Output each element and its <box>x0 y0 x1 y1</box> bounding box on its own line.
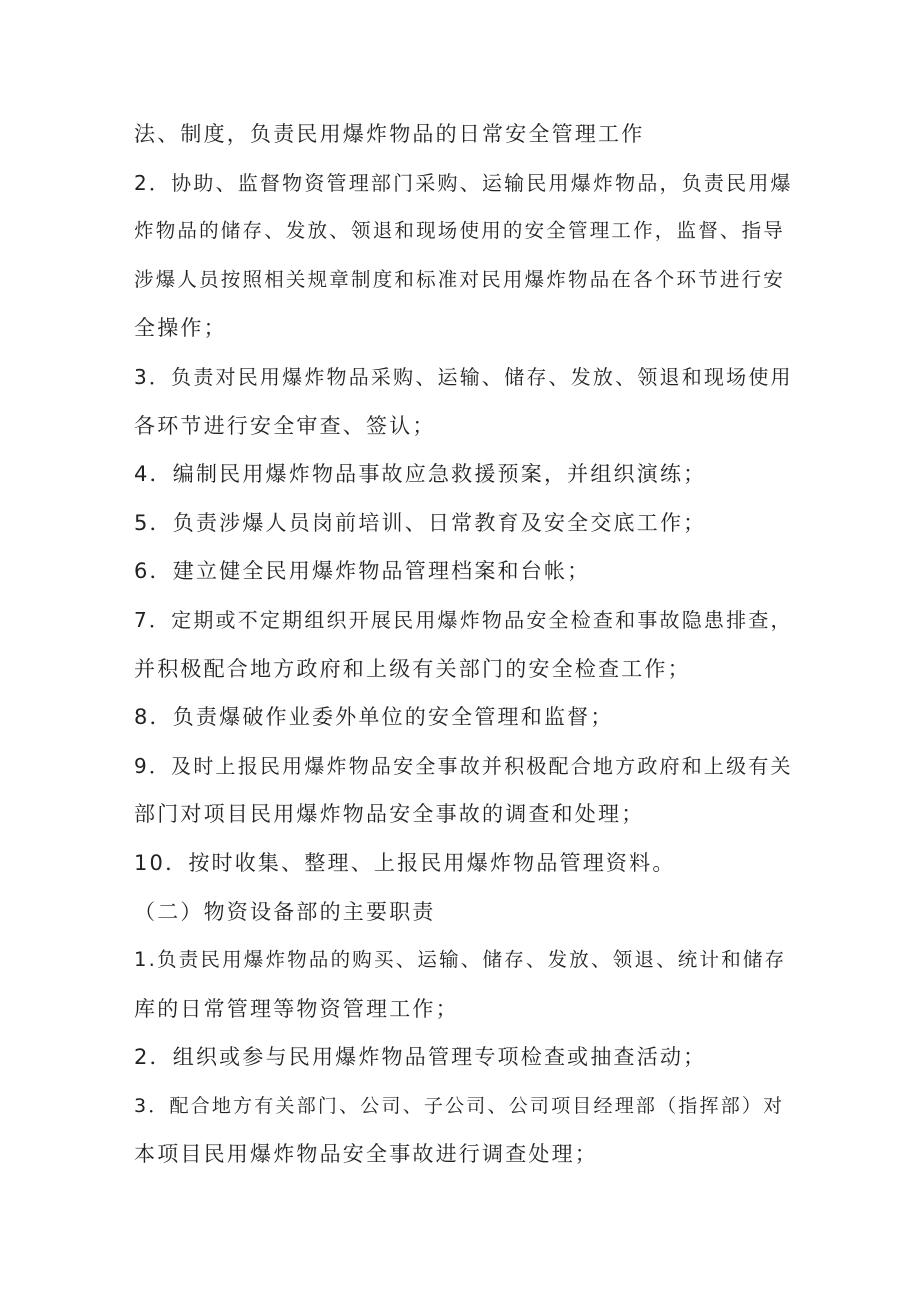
text-line: 4．编制民用爆炸物品事故应急救援预案，并组织演练； <box>134 462 707 487</box>
text-line: 3．配合地方有关部门、公司、子公司、公司项目经理部（指挥部）对 <box>134 1094 785 1117</box>
text-line: 1.负责民用爆炸物品的购买、运输、储存、发放、领退、统计和储存 <box>134 948 787 972</box>
text-line: 9．及时上报民用爆炸物品安全事故并积极配合地方政府和上级有关 <box>134 753 793 778</box>
text-line: 6．建立健全民用爆炸物品管理档案和台帐； <box>134 559 591 584</box>
text-line: 3．负责对民用爆炸物品采购、运输、储存、发放、领退和现场使用 <box>134 364 793 389</box>
text-line: 涉爆人员按照相关规章制度和标准对民用爆炸物品在各个环节进行安 <box>134 267 786 291</box>
text-line: 2．组织或参与民用爆炸物品管理专项检查或抽查活动； <box>134 1045 707 1070</box>
text-line: 2．协助、监督物资管理部门采购、运输民用爆炸物品，负责民用爆 <box>134 170 793 195</box>
text-line: 5．负责涉爆人员岗前培训、日常教育及安全交底工作； <box>134 510 707 535</box>
text-line: 库的日常管理等物资管理工作； <box>134 996 459 1021</box>
section-heading: （二）物资设备部的主要职责 <box>134 899 436 924</box>
text-line: 全操作； <box>134 316 227 341</box>
text-line: 10．按时收集、整理、上报民用爆炸物品管理资料。 <box>134 850 676 875</box>
text-line: 并积极配合地方政府和上级有关部门的安全检查工作； <box>134 656 691 681</box>
text-line: 8．负责爆破作业委外单位的安全管理和监督； <box>134 705 614 730</box>
text-line: 7．定期或不定期组织开展民用爆炸物品安全检查和事故隐患排查， <box>134 607 793 632</box>
text-line: 部门对项目民用爆炸物品安全事故的调查和处理； <box>134 802 645 827</box>
text-line: 本项目民用爆炸物品安全事故进行调查处理； <box>134 1142 598 1167</box>
text-line: 各环节进行安全审查、签认； <box>134 413 436 438</box>
document-body <box>134 110 794 1179</box>
text-line: 法、制度，负责民用爆炸物品的日常安全管理工作 <box>134 122 645 146</box>
text-line: 炸物品的储存、发放、领退和现场使用的安全管理工作，监督、指导 <box>134 219 786 243</box>
